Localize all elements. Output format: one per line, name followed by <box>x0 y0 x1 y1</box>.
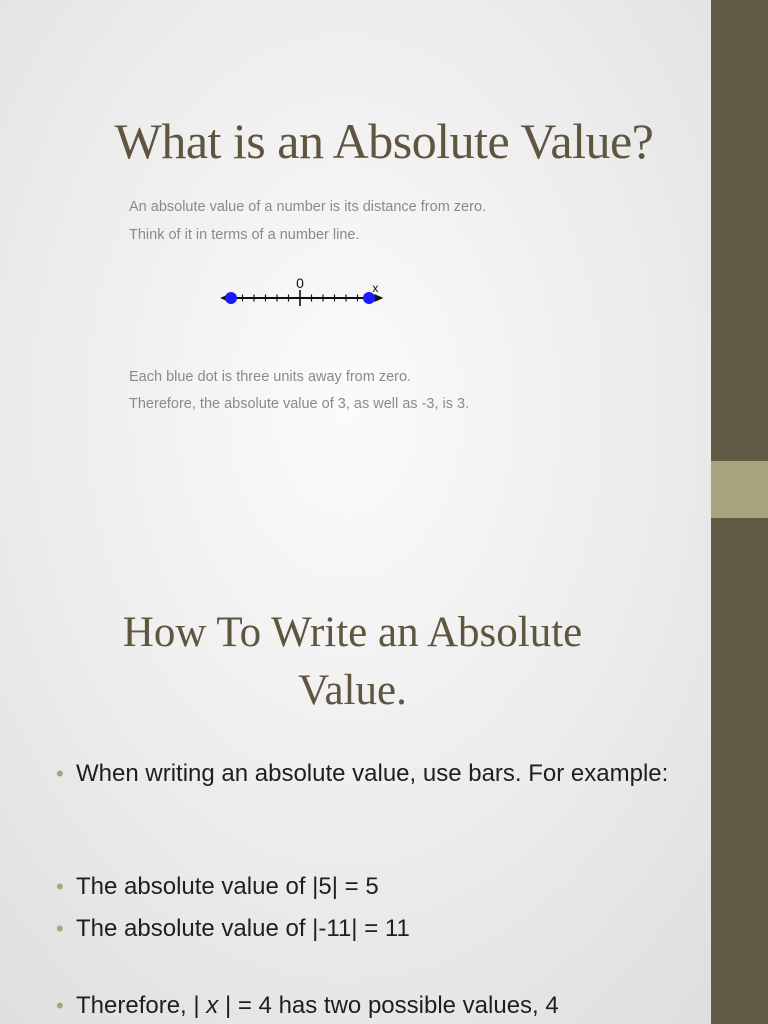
bullet-text: The absolute value of |5| = 5 <box>76 873 379 900</box>
bullet-dot: • <box>56 993 64 1018</box>
explain-line-1: Each blue dot is three units away from zero. <box>129 369 412 385</box>
slide-sidebar-accent <box>711 461 768 518</box>
section-title-line-1: How To Write an Absolute <box>122 609 583 656</box>
bullet-item <box>56 756 676 791</box>
bullet-text: When writing an absolute value, use bars. For example: <box>76 760 669 787</box>
explain-line-2: Therefore, the absolute value of 3, as well as -3, is 3. <box>129 396 470 412</box>
section-title-line-2: Value. <box>298 667 407 714</box>
bullet-item <box>56 869 676 904</box>
slide-title: What is an Absolute Value? <box>114 113 654 169</box>
number-line-arrow-right <box>374 294 383 302</box>
intro-line-1: An absolute value of a number is its distance from zero. <box>129 199 487 215</box>
number-line-dot <box>225 292 237 304</box>
bullet-text: Therefore, | x | = 4 has two possible values, 4 <box>76 992 559 1019</box>
bullet-dot: • <box>56 761 64 786</box>
number-line-dot <box>363 292 375 304</box>
variable-x: x <box>206 992 219 1019</box>
section-title <box>30 604 675 720</box>
bullet-item <box>56 911 676 946</box>
bullet-text: The absolute value of |-11| = 11 <box>76 915 410 942</box>
bullet-dot: • <box>56 916 64 941</box>
number-line-zero-label: 0 <box>296 275 304 291</box>
number-line <box>120 268 500 318</box>
intro-line-2: Think of it in terms of a number line. <box>129 227 360 243</box>
number-line-axis-label: x <box>372 281 379 295</box>
bullet-dot: • <box>56 874 64 899</box>
bullet-item <box>56 988 676 1023</box>
